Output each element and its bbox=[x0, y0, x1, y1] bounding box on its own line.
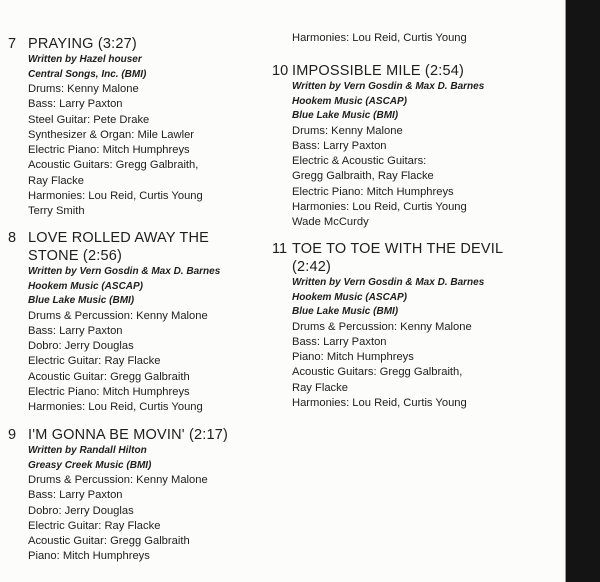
writer-credit: Written by Hazel houser bbox=[28, 54, 142, 65]
writer-credit: Written by Vern Gosdin & Max D. Barnes bbox=[292, 277, 485, 288]
personnel-line: Synthesizer & Organ: Mile Lawler bbox=[28, 128, 195, 141]
personnel-line: Electric & Acoustic Guitars: bbox=[292, 155, 427, 168]
personnel-line: Harmonies: Lou Reid, Curtis Young bbox=[292, 396, 467, 409]
track-number: 9 bbox=[8, 427, 17, 443]
personnel-line: Harmonies: Lou Reid, Curtis Young bbox=[292, 32, 467, 44]
personnel-line: Harmonies: Lou Reid, Curtis Young bbox=[28, 401, 203, 414]
personnel-line: Electric Piano: Mitch Humphreys bbox=[28, 144, 190, 157]
personnel-line: Electric Guitar: Ray Flacke bbox=[28, 355, 161, 368]
publisher-credit: Blue Lake Music (BMI) bbox=[28, 295, 135, 306]
track-info bbox=[8, 444, 270, 565]
track-number: 8 bbox=[8, 230, 17, 246]
publisher-credit: Central Songs, Inc. (BMI) bbox=[28, 68, 147, 80]
track-8 bbox=[8, 229, 270, 416]
track-title: I'M GONNA BE MOVIN' (2:17) bbox=[28, 427, 229, 443]
track-title-line: STONE (2:56) bbox=[28, 248, 122, 264]
track-heading bbox=[8, 426, 270, 444]
track-info bbox=[8, 53, 270, 220]
track-info bbox=[8, 265, 270, 416]
publisher-credit: Greasy Creek Music (BMI) bbox=[28, 459, 152, 471]
track-info bbox=[272, 80, 532, 231]
publisher-credit: Hookem Music (ASCAP) bbox=[292, 291, 408, 303]
personnel-line: Acoustic Guitars: Gregg Galbraith, bbox=[28, 159, 199, 172]
track-number: 7 bbox=[8, 36, 17, 52]
personnel-line: Electric Piano: Mitch Humphreys bbox=[292, 185, 454, 198]
publisher-credit: Hookem Music (ASCAP) bbox=[292, 95, 408, 107]
personnel-line: Drums & Percussion: Kenny Malone bbox=[28, 309, 208, 322]
personnel-line: Bass: Larry Paxton bbox=[28, 489, 123, 502]
track-heading bbox=[8, 35, 270, 53]
track-heading bbox=[8, 229, 270, 265]
track-9-continued bbox=[292, 31, 532, 46]
personnel-line: Drums: Kenny Malone bbox=[292, 124, 403, 137]
personnel-line: Drums: Kenny Malone bbox=[28, 83, 139, 95]
track-11 bbox=[272, 240, 532, 411]
track-number: 11 bbox=[272, 241, 288, 257]
personnel-line: Dobro: Jerry Douglas bbox=[28, 504, 134, 517]
track-7 bbox=[8, 35, 270, 220]
personnel-line: Acoustic Guitar: Gregg Galbraith bbox=[28, 370, 190, 383]
track-title bbox=[292, 240, 503, 276]
track-heading bbox=[272, 62, 532, 80]
personnel-line: Harmonies: Lou Reid, Curtis Young bbox=[292, 200, 467, 213]
writer-credit: Written by Vern Gosdin & Max D. Barnes bbox=[28, 266, 221, 277]
track-title: IMPOSSIBLE MILE (2:54) bbox=[292, 63, 465, 79]
track-9 bbox=[8, 426, 270, 565]
track-info bbox=[272, 276, 532, 411]
track-title bbox=[28, 229, 209, 265]
personnel-line: Drums & Percussion: Kenny Malone bbox=[292, 320, 472, 333]
personnel-line: Acoustic Guitars: Gregg Galbraith, bbox=[292, 366, 463, 379]
personnel-line: Bass: Larry Paxton bbox=[292, 139, 387, 152]
track-title-line: (2:42) bbox=[292, 259, 332, 275]
personnel-line: Harmonies: Lou Reid, Curtis Young bbox=[28, 190, 203, 203]
personnel-line: Terry Smith bbox=[28, 205, 85, 218]
publisher-credit: Blue Lake Music (BMI) bbox=[292, 110, 399, 121]
personnel-line: Wade McCurdy bbox=[292, 216, 369, 229]
track-10 bbox=[272, 62, 532, 231]
track-title-line: LOVE ROLLED AWAY THE bbox=[28, 230, 210, 246]
personnel-line: Electric Guitar: Ray Flacke bbox=[28, 519, 161, 532]
personnel-line: Piano: Mitch Humphreys bbox=[292, 351, 414, 364]
publisher-credit: Blue Lake Music (BMI) bbox=[292, 306, 399, 317]
personnel-line: Gregg Galbraith, Ray Flacke bbox=[292, 170, 434, 183]
personnel-line: Steel Guitar: Pete Drake bbox=[28, 113, 150, 126]
track-title-line: TOE TO TOE WITH THE DEVIL bbox=[292, 241, 504, 257]
personnel-line: Acoustic Guitar: Gregg Galbraith bbox=[28, 535, 190, 548]
personnel-line: Bass: Larry Paxton bbox=[28, 98, 123, 111]
personnel-line: Drums & Percussion: Kenny Malone bbox=[28, 474, 208, 486]
personnel-line: Bass: Larry Paxton bbox=[28, 324, 123, 337]
track-number: 10 bbox=[272, 63, 289, 79]
personnel-line: Piano: Mitch Humphreys bbox=[28, 550, 150, 563]
publisher-credit: Hookem Music (ASCAP) bbox=[28, 280, 144, 292]
track-title: PRAYING (3:27) bbox=[28, 36, 137, 52]
track-heading bbox=[272, 240, 532, 276]
booklet-edge bbox=[566, 0, 600, 582]
personnel-line: Bass: Larry Paxton bbox=[292, 335, 387, 348]
personnel-line: Ray Flacke bbox=[28, 174, 84, 187]
writer-credit: Written by Randall Hilton bbox=[28, 445, 147, 456]
personnel-line: Ray Flacke bbox=[292, 381, 348, 394]
writer-credit: Written by Vern Gosdin & Max D. Barnes bbox=[292, 81, 485, 92]
personnel-line: Electric Piano: Mitch Humphreys bbox=[28, 385, 190, 398]
personnel-line: Dobro: Jerry Douglas bbox=[28, 340, 134, 353]
